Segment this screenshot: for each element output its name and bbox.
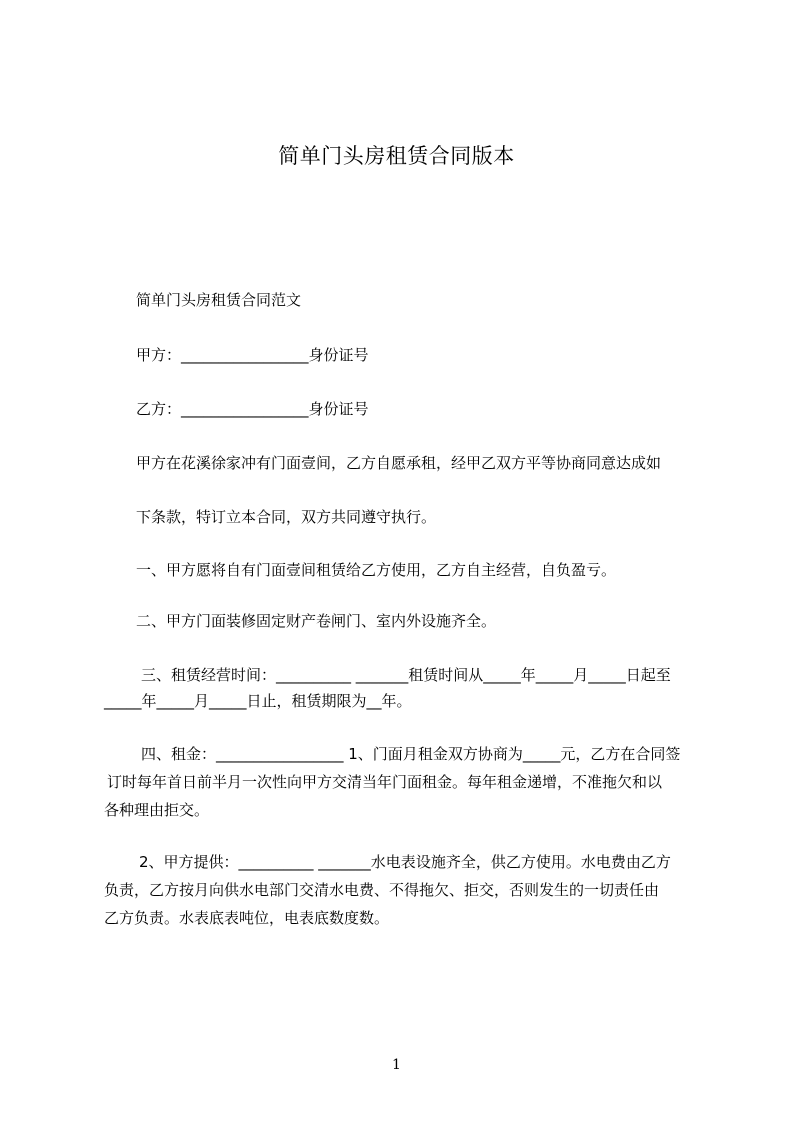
paragraph-line: _____年_____月_____日止，租赁期限为__年。 [104,692,412,710]
paragraph-line: 四、租金：_________________ 1、门面月租金双方协商为_____元，乙方在合同签 [141,745,681,763]
paragraph-line: 简单门头房租赁合同范文 [136,291,302,309]
paragraph-line: 甲方：_________________身份证号 [136,346,369,364]
paragraph-line: 2、甲方提供：__________ _______水电表设施齐全，供乙方使用。水电费由乙方 [139,853,671,871]
paragraph-line: 二、甲方门面装修固定财产卷闸门、室内外设施齐全。 [136,612,497,630]
paragraph-line: 三、租赁经营时间：__________ _______租赁时间从_____年_____月_____日起至 [141,666,671,684]
paragraph-line: 下条款，特订立本合同，双方共同遵守执行。 [136,508,437,526]
page-number: 1 [392,1057,401,1073]
document-title: 简单门头房租赁合同版本 [278,144,515,168]
paragraph-line: 乙方：_________________身份证号 [136,400,369,418]
paragraph-line: 订时每年首日前半月一次性向甲方交清当年门面租金。每年租金递增，不准拖欠和以 [107,773,663,791]
paragraph-line: 一、甲方愿将自有门面壹间租赁给乙方使用，乙方自主经营，自负盈亏。 [136,561,617,579]
paragraph-line: 负责，乙方按月向供水电部门交清水电费、不得拖欠、拒交，否则发生的一切责任由 [104,881,660,899]
paragraph-line: 各种理由拒交。 [104,801,210,819]
paragraph-line: 乙方负责。水表底表吨位，电表底数度数。 [104,909,390,927]
paragraph-line: 甲方在花溪徐家冲有门面壹间，乙方自愿承租，经甲乙双方平等协商同意达成如 [136,454,662,472]
